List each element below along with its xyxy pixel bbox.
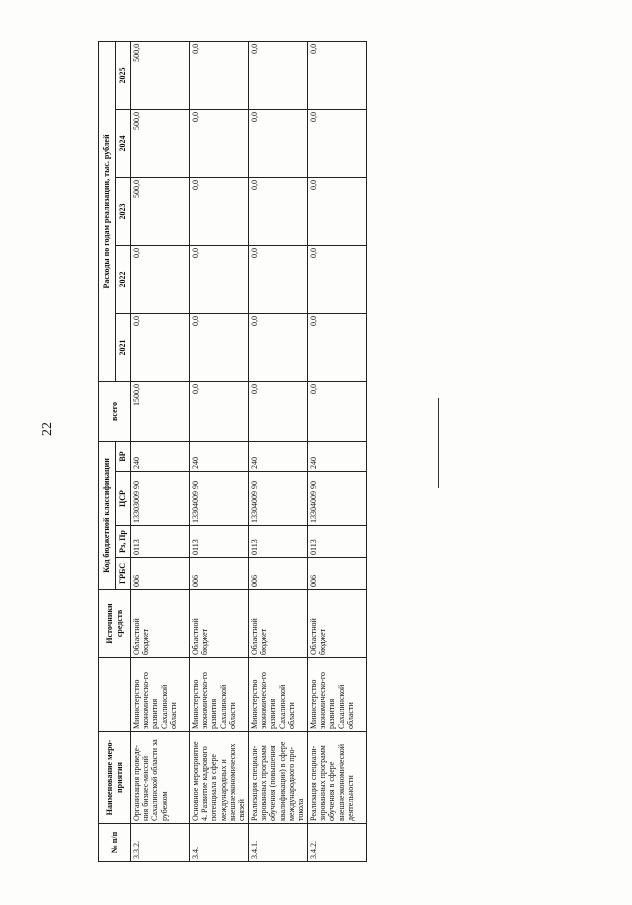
cell-executor: Министерство экономическо-го развития Сахалинской области (190, 658, 249, 732)
page-number: 22 (40, 422, 55, 436)
cell-vr: 240 (131, 441, 190, 471)
cell-year-2025: 0,0 (190, 41, 249, 109)
header-expense-group: Расходы по годам реализации, тыс. рублей (99, 41, 116, 381)
cell-name: Реализация специали-зированных программ обучения в сфере внешнеэкономической деятельности (308, 732, 367, 824)
margin-line (438, 398, 439, 488)
header-row-1 (99, 41, 116, 861)
table-row (249, 41, 308, 861)
cell-executor: Министерство экономическо-го развития Сахалинской области (131, 658, 190, 732)
cell-total: 0,0 (190, 381, 249, 441)
cell-year-2021: 0,0 (131, 313, 190, 381)
header-executor (99, 658, 131, 732)
cell-executor: Министерство экономическо-го развития Сахалинской области (249, 658, 308, 732)
cell-vr: 240 (190, 441, 249, 471)
cell-vr: 240 (249, 441, 308, 471)
cell-vr: 240 (308, 441, 367, 471)
header-year-2023: 2023 (116, 177, 131, 245)
table-row (131, 41, 190, 861)
cell-source: Областной бюджет (249, 590, 308, 658)
header-year-2021: 2021 (116, 313, 131, 381)
table-row (308, 41, 367, 861)
cell-total: 0,0 (249, 381, 308, 441)
cell-year-2021: 0,0 (190, 313, 249, 381)
cell-grbs: 006 (249, 558, 308, 590)
cell-csr: 13304009 90 (249, 472, 308, 526)
cell-year-2024: 500,0 (131, 109, 190, 177)
header-code-grbs: ГРБС (116, 558, 131, 590)
cell-rzpr: 0113 (131, 526, 190, 558)
header-sources: Источники средств (99, 590, 131, 658)
cell-source: Областной бюджет (308, 590, 367, 658)
cell-year-2023: 0,0 (190, 177, 249, 245)
cell-year-2022: 0,0 (308, 245, 367, 313)
cell-year-2022: 0,0 (249, 245, 308, 313)
cell-year-2023: 0,0 (249, 177, 308, 245)
cell-year-2023: 0,0 (308, 177, 367, 245)
cell-rzpr: 0113 (190, 526, 249, 558)
header-code-csr: ЦСР (116, 472, 131, 526)
cell-csr: 13303009 90 (131, 472, 190, 526)
header-code-rzpr: Рз, Пр (116, 526, 131, 558)
header-year-2024: 2024 (116, 109, 131, 177)
header-name: Наименование меро-приятия (99, 732, 131, 824)
cell-num: 3.4. (190, 824, 249, 862)
cell-csr: 13304009 90 (308, 472, 367, 526)
cell-num: 3.4.1. (249, 824, 308, 862)
cell-year-2021: 0,0 (308, 313, 367, 381)
cell-total: 1500,0 (131, 381, 190, 441)
cell-source: Областной бюджет (131, 590, 190, 658)
cell-year-2025: 0,0 (308, 41, 367, 109)
header-total: всего (99, 381, 131, 441)
cell-year-2024: 0,0 (308, 109, 367, 177)
rotated-table-container (98, 42, 370, 862)
cell-name: Основное мероприятие 4. Развитие кадрового потенциала в сфере международных и внешнеэкономических связей (190, 732, 249, 824)
cell-num: 3.3.2. (131, 824, 190, 862)
cell-executor: Министерство экономическо-го развития Сахалинской области (308, 658, 367, 732)
cell-year-2023: 500,0 (131, 177, 190, 245)
header-year-2022: 2022 (116, 245, 131, 313)
header-num: № п/п (99, 824, 131, 862)
cell-rzpr: 0113 (308, 526, 367, 558)
budget-table (98, 41, 367, 862)
cell-csr: 13304009 90 (190, 472, 249, 526)
table-row (190, 41, 249, 861)
header-year-2025: 2025 (116, 41, 131, 109)
cell-grbs: 006 (190, 558, 249, 590)
cell-rzpr: 0113 (249, 526, 308, 558)
cell-year-2021: 0,0 (249, 313, 308, 381)
cell-source: Областной бюджет (190, 590, 249, 658)
cell-year-2024: 0,0 (249, 109, 308, 177)
cell-num: 3.4.2. (308, 824, 367, 862)
cell-year-2022: 0,0 (190, 245, 249, 313)
cell-name: Реализация специали-зированных программ обучения (повышения квалификации) в сфере международного про-токола (249, 732, 308, 824)
cell-name: Организация проведе-ния бизнес-миссий Сахалинской области за рубежом (131, 732, 190, 824)
header-code-group: Код бюджетной классификации (99, 441, 116, 589)
cell-total: 0,0 (308, 381, 367, 441)
cell-grbs: 006 (131, 558, 190, 590)
cell-year-2022: 0,0 (131, 245, 190, 313)
cell-year-2024: 0,0 (190, 109, 249, 177)
cell-year-2025: 0,0 (249, 41, 308, 109)
cell-grbs: 006 (308, 558, 367, 590)
header-code-vr: ВР (116, 441, 131, 471)
cell-year-2025: 500,0 (131, 41, 190, 109)
